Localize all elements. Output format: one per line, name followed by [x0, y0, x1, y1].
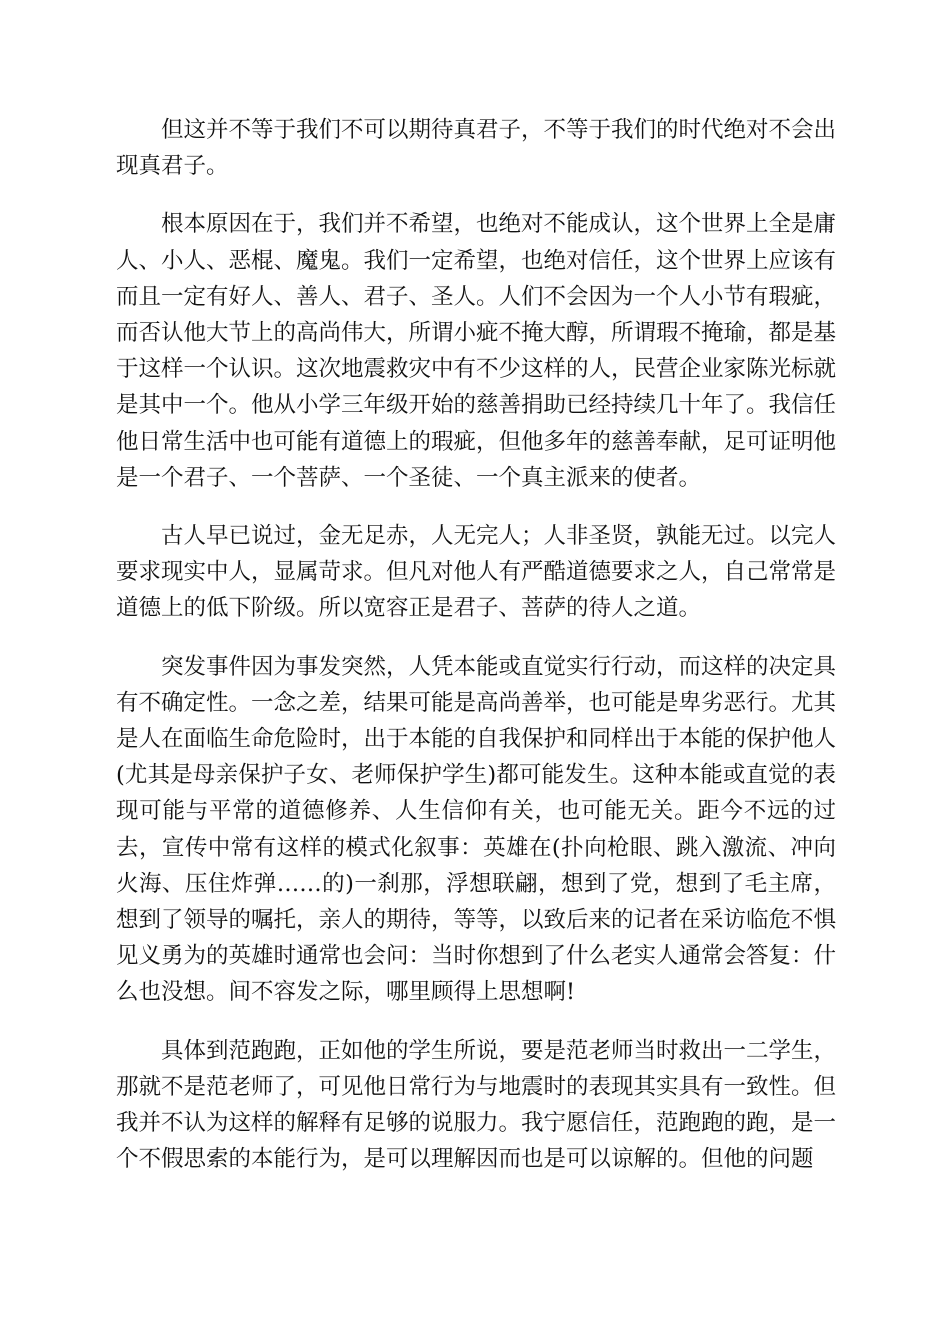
paragraph-2: 根本原因在于，我们并不希望，也绝对不能成认，这个世界上全是庸人、小人、恶棍、魔鬼。我们一定希望，也绝对信任，这个世界上应该有而且一定有好人、善人、君子、圣人。人们不会因为一个人小节有瑕疵，而否认他大节上的高尚伟大，所谓小疵不掩大醇，所谓瑕不掩瑜，都是基于这样一个认识。这次地震救灾中有不少这样的人，民营企业家陈光标就是其中一个。他从小学三年级开始的慈善捐助已经持续几十年了。我信任他日常生活中也可能有道德上的瑕疵，但他多年的慈善奉献，足可证明他是一个君子、一个菩萨、一个圣徒、一个真主派来的使者。	[116, 211, 837, 491]
paragraph-5: 具体到范跑跑，正如他的学生所说，要是范老师当时救出一二学生，那就不是范老师了，可见他日常行为与地震时的表现其实具有一致性。但我并不认为这样的解释有足够的说服力。我宁愿信任，范跑跑的跑，是一个不假思索的本能行为，是可以理解因而也是可以谅解的。但他的问题	[116, 1037, 837, 1173]
paragraph-1: 但这并不等于我们不可以期待真君子，不等于我们的时代绝对不会出现真君子。	[116, 117, 837, 180]
document-page	[116, 112, 836, 1199]
paragraph-4: 突发事件因为事发突然，人凭本能或直觉实行行动，而这样的决定具有不确定性。一念之差，结果可能是高尚善举，也可能是卑劣恶行。尤其是人在面临生命危险时，出于本能的自我保护和同样出于本能的保护他人(尤其是母亲保护子女、老师保护学生)都可能发生。这种本能或直觉的表现可能与平常的道德修养、人生信仰有关，也可能无关。距今不远的过去，宣传中常有这样的模式化叙事：英雄在(扑向枪眼、跳入激流、冲向火海、压住炸弹……的)一刹那，浮想联翩，想到了党，想到了毛主席，想到了领导的嘱托，亲人的期待，等等，以致后来的记者在采访临危不惧见义勇为的英雄时通常也会问：当时你想到了什么老实人通常会答复：什么也没想。间不容发之际，哪里顾得上思想啊!	[116, 653, 837, 1006]
paragraph-3: 古人早已说过，金无足赤，人无完人；人非圣贤，孰能无过。以完人要求现实中人，显属苛求。但凡对他人有严酷道德要求之人，自己常常是道德上的低下阶级。所以宽容正是君子、菩萨的待人之道。	[116, 523, 837, 622]
